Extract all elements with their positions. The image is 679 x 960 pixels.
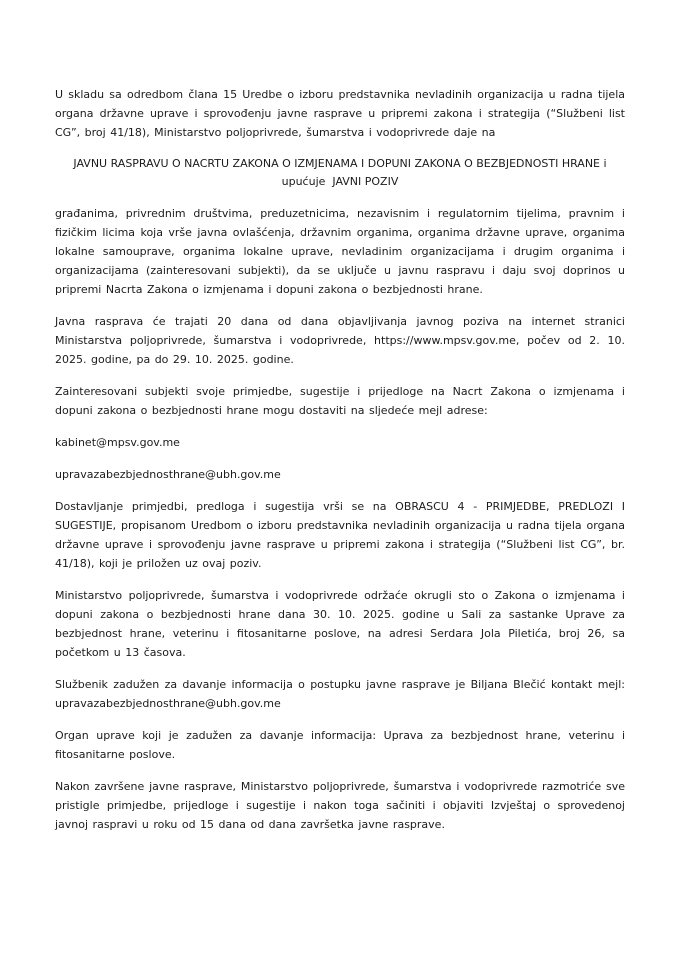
- paragraph-submission: Zainteresovani subjekti svoje primjedbe, sugestije i prijedloge na Nacrt Zakona o izmjenama i dopuni zakona o bezbjednosti hrane mogu dostaviti na sljedeće mejl adrese:: [55, 385, 625, 417]
- paragraph-officer: Službenik zadužen za davanje informacija o postupku javne rasprave je Biljana Blečić kontakt mejl: upravazabezbjednosthrane@ubh.gov.me: [55, 678, 625, 710]
- email-kabinet: kabinet@mpsv.gov.me: [55, 436, 180, 449]
- heading-subtitle: upućuje JAVNI POZIV: [281, 175, 399, 188]
- paragraph-intro: U skladu sa odredbom člana 15 Uredbe o izboru predstavnika nevladinih organizacija u radna tijela organa državne uprave i sprovođenju javne rasprave u pripremi zakona i strategija (“Službeni list CG”, broj 41/18), Ministarstvo poljoprivrede, šumarstva i vodoprivrede daje na: [55, 88, 625, 139]
- paragraph-roundtable: Ministarstvo poljoprivrede, šumarstva i vodoprivrede održaće okrugli sto o Zakona o izmjenama i dopuni zakona o bezbjednosti hrane dana 30. 10. 2025. godine u Sali za sastanke Uprave za bezbjednost hrane, veterinu i fitosanitarne poslove, na adresi Serdara Jola Piletića, broj 26, sa početkom u 13 časova.: [55, 589, 625, 659]
- document-heading: [55, 155, 625, 191]
- paragraph-form: Dostavljanje primjedbi, predloga i sugestija vrši se na OBRASCU 4 - PRIMJEDBE, PREDLOZI I SUGESTIJE, propisanom Uredbom o izboru predstavnika nevladinih organizacija u radna tijela organa državne uprave i sprovođenju javne rasprave u pripremi zakona i strategija (“Službeni list CG”, br. 41/18), koji je priložen uz ovaj poziv.: [55, 500, 625, 570]
- email-uprava: upravazabezbjednosthrane@ubh.gov.me: [55, 468, 281, 481]
- paragraph-authority: Organ uprave koji je zadužen za davanje informacija: Uprava za bezbjednost hrane, veterinu i fitosanitarne poslove.: [55, 729, 625, 761]
- paragraph-duration: Javna rasprava će trajati 20 dana od dana objavljivanja javnog poziva na internet stranici Ministarstva poljoprivrede, šumarstva i vodoprivrede, https://www.mpsv.gov.me, počev od 2. 10. 2025. godine, pa do 29. 10. 2025. godine.: [55, 315, 625, 366]
- paragraph-report: Nakon završene javne rasprave, Ministarstvo poljoprivrede, šumarstva i vodoprivrede razmotriće sve pristigle primjedbe, prijedloge i sugestije i nakon toga sačiniti i objaviti Izvještaj o sprovedenoj javnoj raspravi u roku od 15 dana od dana završetka javne rasprave.: [55, 780, 625, 831]
- heading-title: JAVNU RASPRAVU O NACRTU ZAKONA O IZMJENAMA I DOPUNI ZAKONA O BEZBJEDNOSTI HRANE i: [73, 157, 607, 170]
- paragraph-recipients: građanima, privrednim društvima, preduzetnicima, nezavisnim i regulatornim tijelima, pravnim i fizičkim licima koja vrše javna ovlašćenja, državnim organima, organima državne uprave, organima lokalne samouprave, organima lokalne uprave, nevladinim organizacijama i drugim organima i organizacijama (zainteresovani subjekti), da se uključe u javnu raspravu i daju svoj doprinos u pripremi Nacrta Zakona o izmjenama i dopuni zakona o bezbjednosti hrane.: [55, 207, 625, 296]
